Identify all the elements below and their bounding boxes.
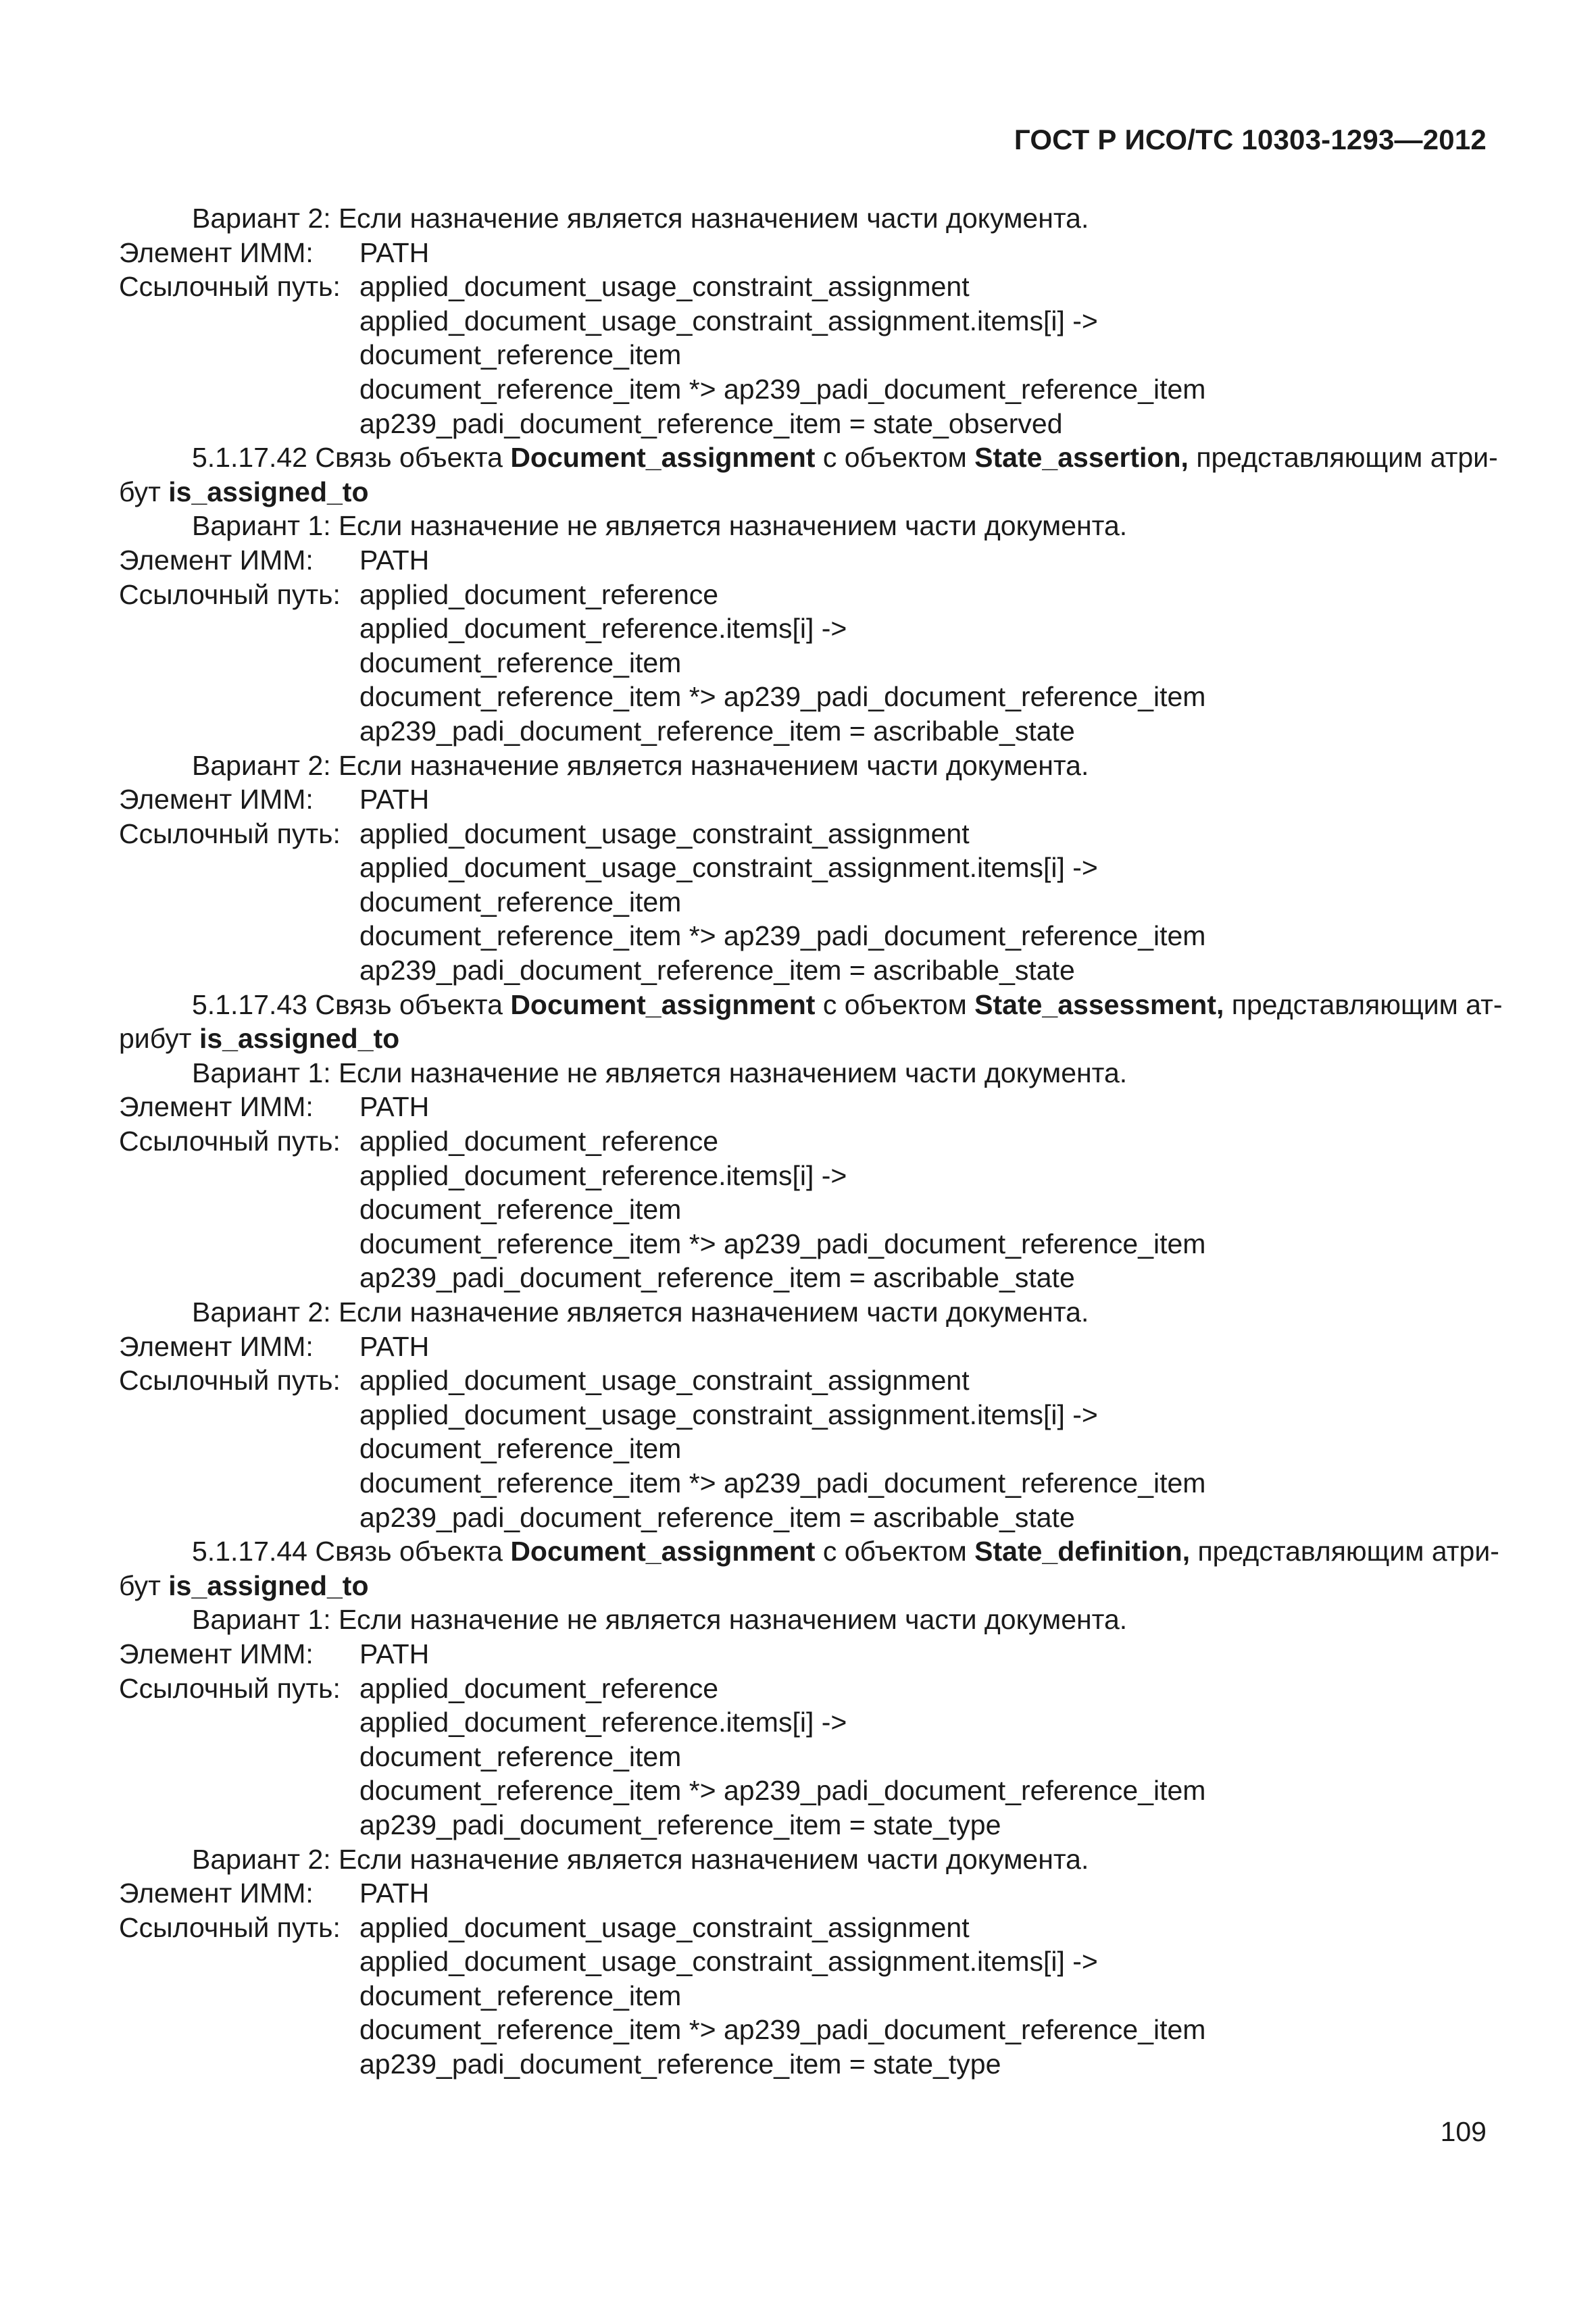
heading-text: с объектом	[815, 1536, 975, 1567]
ref-path-line: document_reference_item	[359, 1194, 682, 1226]
section-heading	[119, 441, 1498, 475]
document-body	[119, 201, 1503, 2082]
section-number: 5.1.17.43 Связь объекта	[192, 988, 511, 1020]
ref-path-line: document_reference_item *> ap239_padi_document_reference_item	[359, 1467, 1206, 1499]
ref-path-line: document_reference_item	[359, 886, 682, 917]
element-label: Элемент ИММ:	[119, 1878, 314, 1909]
ref-path-label: Ссылочный путь:	[119, 578, 341, 610]
variant-line: Вариант 1: Если назначение не является назначением части документа.	[192, 1057, 1128, 1088]
ref-path-line: applied_document_usage_constraint_assignment	[359, 1911, 970, 1943]
ref-path-line: applied_document_usage_constraint_assignment	[359, 1365, 970, 1397]
element-row	[119, 1090, 1487, 1124]
ref-path-line: document_reference_item *> ap239_padi_document_reference_item	[359, 681, 1206, 713]
ref-path-line: applied_document_usage_constraint_assignment.items[i] ->	[359, 1399, 1098, 1430]
variant-line: Вариант 2: Если назначение является назначением части документа.	[192, 1843, 1089, 1875]
variant-line: Вариант 2: Если назначение является назначением части документа.	[192, 203, 1089, 234]
heading-text: представляющим атри-	[1188, 442, 1498, 474]
section-heading	[119, 988, 1503, 1022]
heading-text: бут	[119, 476, 169, 507]
ref-path-line: document_reference_item	[359, 647, 682, 678]
ref-path-line: document_reference_item	[359, 1980, 682, 2011]
ref-path-line: applied_document_reference	[359, 1672, 719, 1704]
heading-text: с объектом	[815, 988, 975, 1020]
ref-path-line: ap239_padi_document_reference_item = ascribable_state	[359, 1501, 1075, 1533]
attribute-name: is_assigned_to	[168, 1569, 369, 1601]
entity-name: State_assertion,	[974, 442, 1189, 474]
entity-name: Document_assignment	[510, 988, 816, 1020]
heading-text: представляющим атри-	[1190, 1536, 1499, 1567]
element-row	[119, 1330, 1487, 1364]
heading-text: представляющим ат-	[1224, 988, 1503, 1020]
ref-path-line: applied_document_reference.items[i] ->	[359, 1707, 847, 1738]
ref-path-line: ap239_padi_document_reference_item = state_type	[359, 1809, 1001, 1840]
ref-path-row	[119, 1124, 1487, 1159]
element-row	[119, 1876, 1487, 1911]
ref-path-line: ap239_padi_document_reference_item = ascribable_state	[359, 715, 1075, 747]
element-label: Элемент ИММ:	[119, 1091, 314, 1123]
section-heading-cont	[119, 1569, 1487, 1603]
ref-path-row	[119, 817, 1487, 851]
variant-line: Вариант 1: Если назначение не является назначением части документа.	[192, 1604, 1128, 1636]
ref-path-line: applied_document_usage_constraint_assignment.items[i] ->	[359, 305, 1098, 336]
section-number: 5.1.17.42 Связь объекта	[192, 442, 511, 474]
ref-path-line: document_reference_item *> ap239_padi_document_reference_item	[359, 1775, 1206, 1807]
element-value: PATH	[359, 236, 430, 268]
ref-path-row	[119, 1671, 1487, 1706]
ref-path-label: Ссылочный путь:	[119, 1672, 341, 1704]
page-number: 109	[1440, 2116, 1487, 2147]
heading-text: с объектом	[815, 442, 975, 474]
ref-path-row	[119, 270, 1487, 304]
ref-path-label: Ссылочный путь:	[119, 1911, 341, 1943]
ref-path-label: Ссылочный путь:	[119, 1365, 341, 1397]
element-value: PATH	[359, 1330, 430, 1362]
ref-path-row	[119, 1911, 1487, 1945]
ref-path-line: applied_document_reference.items[i] ->	[359, 613, 847, 645]
ref-path-line: applied_document_usage_constraint_assignment	[359, 818, 970, 849]
ref-path-line: ap239_padi_document_reference_item = ascribable_state	[359, 955, 1075, 986]
section-number: 5.1.17.44 Связь объекта	[192, 1536, 511, 1567]
entity-name: State_definition,	[974, 1536, 1191, 1567]
ref-path-line: document_reference_item	[359, 339, 682, 371]
section-heading-cont	[119, 475, 1487, 509]
ref-path-label: Ссылочный путь:	[119, 1126, 341, 1157]
element-row	[119, 236, 1487, 270]
element-value: PATH	[359, 784, 430, 815]
ref-path-line: ap239_padi_document_reference_item = state_type	[359, 2048, 1001, 2080]
element-label: Элемент ИММ:	[119, 784, 314, 815]
ref-path-line: document_reference_item *> ap239_padi_document_reference_item	[359, 1228, 1206, 1259]
heading-text: рибут	[119, 1023, 199, 1055]
element-value: PATH	[359, 1091, 430, 1123]
attribute-name: is_assigned_to	[168, 476, 369, 507]
element-label: Элемент ИММ:	[119, 544, 314, 576]
variant-line: Вариант 2: Если назначение является назначением части документа.	[192, 749, 1089, 781]
element-value: PATH	[359, 1878, 430, 1909]
document-header: ГОСТ Р ИСО/ТС 10303-1293—2012	[1014, 124, 1487, 155]
entity-name: Document_assignment	[510, 442, 816, 474]
ref-path-line: document_reference_item *> ap239_padi_document_reference_item	[359, 920, 1206, 952]
ref-path-line: applied_document_reference	[359, 578, 719, 610]
ref-path-label: Ссылочный путь:	[119, 271, 341, 303]
ref-path-line: document_reference_item	[359, 1740, 682, 1772]
section-heading	[119, 1534, 1499, 1569]
element-value: PATH	[359, 544, 430, 576]
element-row	[119, 1637, 1487, 1671]
element-label: Элемент ИММ:	[119, 1638, 314, 1669]
entity-name: Document_assignment	[510, 1536, 816, 1567]
ref-path-line: applied_document_usage_constraint_assignment.items[i] ->	[359, 1946, 1098, 1978]
ref-path-line: applied_document_usage_constraint_assignment	[359, 271, 970, 303]
element-label: Элемент ИММ:	[119, 1330, 314, 1362]
ref-path-line: document_reference_item	[359, 1433, 682, 1465]
element-label: Элемент ИММ:	[119, 236, 314, 268]
ref-path-label: Ссылочный путь:	[119, 818, 341, 849]
element-row	[119, 543, 1487, 578]
ref-path-line: document_reference_item *> ap239_padi_document_reference_item	[359, 373, 1206, 405]
ref-path-row	[119, 1363, 1487, 1398]
entity-name: State_assessment,	[974, 988, 1224, 1020]
variant-line: Вариант 2: Если назначение является назначением части документа.	[192, 1297, 1089, 1328]
variant-line: Вариант 1: Если назначение не является назначением части документа.	[192, 510, 1128, 542]
element-value: PATH	[359, 1638, 430, 1669]
element-row	[119, 782, 1487, 817]
ref-path-line: applied_document_reference	[359, 1126, 719, 1157]
ref-path-line: applied_document_reference.items[i] ->	[359, 1159, 847, 1191]
ref-path-line: document_reference_item *> ap239_padi_document_reference_item	[359, 2014, 1206, 2046]
ref-path-line: ap239_padi_document_reference_item = ascribable_state	[359, 1262, 1075, 1294]
ref-path-row	[119, 578, 1487, 612]
heading-text: бут	[119, 1569, 169, 1601]
ref-path-line: ap239_padi_document_reference_item = state_observed	[359, 407, 1063, 439]
section-heading-cont	[119, 1022, 1487, 1056]
attribute-name: is_assigned_to	[199, 1023, 400, 1055]
ref-path-line: applied_document_usage_constraint_assignment.items[i] ->	[359, 852, 1098, 884]
